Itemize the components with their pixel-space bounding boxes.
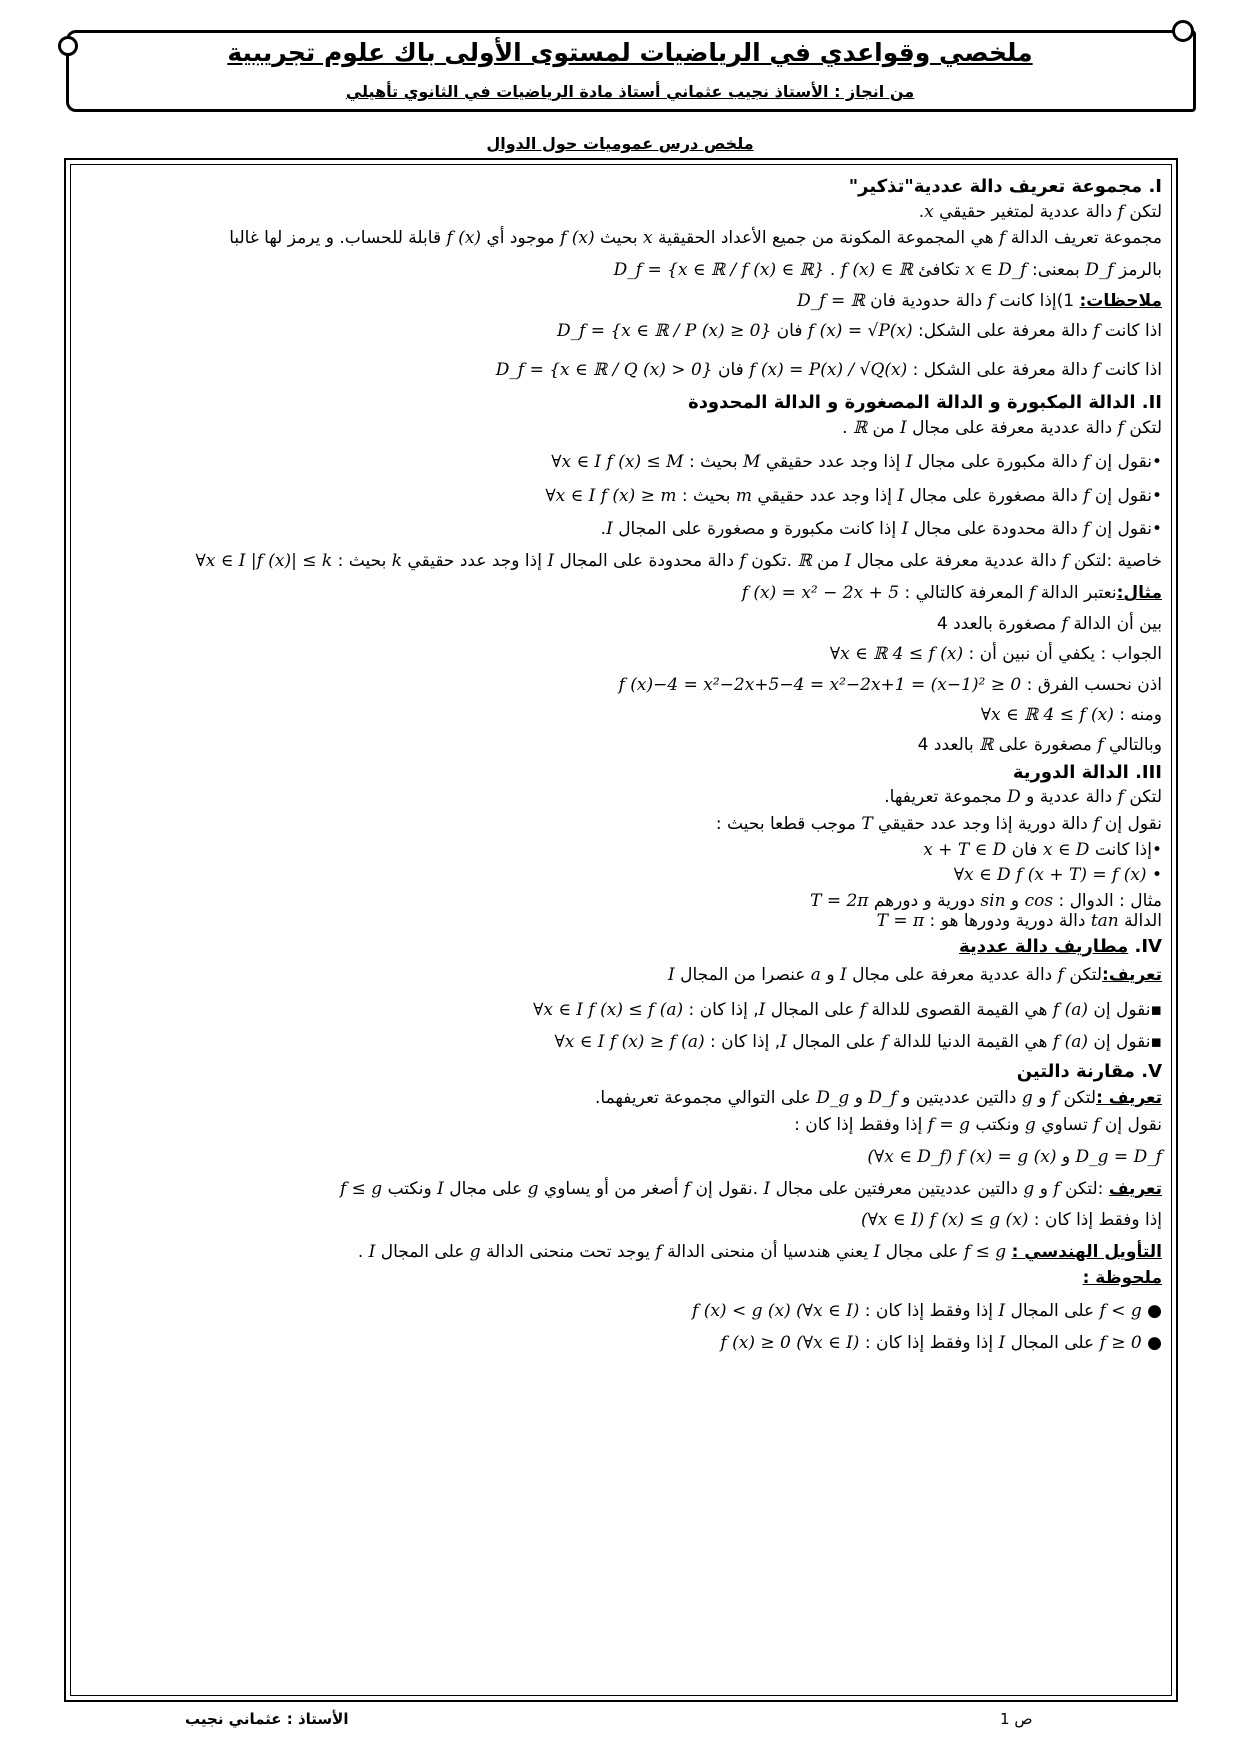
text-run: دالة مكبورة على مجال (912, 451, 1084, 472)
content-line (80, 705, 1162, 725)
content-line (80, 202, 1162, 222)
text-run: . (357, 1242, 369, 1263)
text-run: . (600, 518, 607, 539)
content-line (80, 675, 1162, 695)
text-run: على المجال (1005, 1300, 1100, 1321)
text-run: نقول إن (1099, 1114, 1162, 1135)
text-run: و (1032, 1088, 1052, 1109)
content-line (80, 965, 1162, 985)
math-expression: D_f (1085, 260, 1114, 281)
text-run: I. مجموعة تعريف دالة عددية"تذكير" (848, 176, 1162, 197)
math-expression: f (1083, 518, 1090, 539)
content-line (80, 614, 1162, 634)
math-expression: T (861, 813, 873, 834)
text-run: بالرمز (1113, 260, 1162, 281)
text-run: دالة محدودة على مجال (908, 518, 1084, 539)
text-run: هي القيمة القصوى للدالة (866, 999, 1053, 1020)
text-run: إذا وجد عدد حقيقي (752, 486, 898, 507)
text-run: ونكتب (382, 1179, 438, 1200)
text-run: و (1056, 1146, 1076, 1167)
underlined-label: ملاحظات: (1079, 290, 1162, 311)
banner-curl-left (58, 36, 78, 56)
math-expression: g (1023, 1179, 1035, 1200)
text-run: بحيث (594, 227, 643, 248)
math-expression: f (1117, 787, 1124, 808)
math-expression: I (368, 1242, 376, 1263)
text-run: إذا وفقط إذا كان : (859, 1333, 999, 1354)
text-run: دالة معرفة على الشكل : (907, 359, 1094, 380)
math-expression: (∀x ∈ D_f) f (x) = g (x) (867, 1146, 1057, 1167)
text-run: •نقول إن (1089, 518, 1162, 539)
math-expression: f (x) = x² − 2x + 5 (741, 583, 900, 604)
math-expression: f (1062, 551, 1069, 572)
math-expression: f (1053, 1179, 1060, 1200)
math-expression: k (391, 551, 403, 572)
math-expression: I (547, 551, 555, 572)
text-run: خاصية :لتكن (1068, 551, 1162, 572)
math-expression: x (924, 201, 934, 222)
text-run: على المجال (1005, 1333, 1100, 1354)
text-run: ● (1141, 1300, 1162, 1321)
math-expression: I (763, 1179, 771, 1200)
content-line (80, 228, 1162, 248)
math-expression: I (873, 1242, 881, 1263)
content-line (80, 1301, 1162, 1321)
math-expression: f (a) (1052, 1032, 1088, 1053)
text-run: .تكون (745, 551, 798, 572)
header-subtitle: من انجاز : الأستاذ نجيب عثماني أستاذ مادة الرياضيات في الثانوي تأهيلي (345, 82, 915, 101)
math-expression: f (881, 1032, 888, 1053)
math-expression: I (905, 451, 913, 472)
text-run: .نقول إن (690, 1179, 764, 1200)
text-run: II. الدالة المكبورة و الدالة المصغورة و الدالة المحدودة (688, 391, 1162, 413)
math-expression: f (x) ≥ 0 (∀x ∈ I) (720, 1333, 860, 1354)
math-expression: I (606, 518, 613, 539)
math-expression: g (1021, 1088, 1033, 1109)
math-expression: f (x) ∈ ℝ (840, 260, 913, 281)
text-run: من (867, 417, 900, 438)
text-run: دالة عددية معرفة على مجال (851, 551, 1063, 572)
text-run: دالة عددية و (1020, 787, 1118, 808)
text-run: بحيث : (683, 451, 744, 472)
math-expression: T = 2π (810, 890, 869, 911)
text-run: لتكن (1123, 201, 1162, 222)
content-line (80, 1000, 1162, 1020)
text-run: • (1146, 864, 1162, 885)
text-run: دورية و دورهم (868, 890, 981, 911)
content-line (80, 452, 1162, 472)
text-run: يوجد تحت منحنى الدالة (480, 1242, 656, 1263)
math-expression: I (901, 518, 909, 539)
math-expression: ∀x ∈ I f (x) ≥ f (a) (554, 1032, 705, 1053)
text-run: •إذا كانت (1089, 840, 1162, 861)
text-run: وبالتالي (1103, 735, 1162, 756)
text-run: يعني هندسيا أن منحنى الدالة (661, 1242, 874, 1263)
math-expression: ∀x ∈ I f (x) ≤ M (551, 451, 684, 472)
math-expression: f (1057, 965, 1064, 986)
text-run: , إذا كان : (704, 1032, 781, 1053)
underlined-label: مطاريف دالة عددية (959, 935, 1129, 957)
math-expression: f (1083, 451, 1090, 472)
text-run: على المجال (765, 999, 860, 1020)
math-expression: a (810, 965, 821, 986)
math-expression: f (1093, 321, 1100, 342)
text-run: فان (771, 321, 808, 342)
text-run: ومنه : (1113, 705, 1162, 726)
text-run: على مجال (880, 1242, 964, 1263)
text-run: مصغورة بالعدد 4 (936, 613, 1062, 634)
math-expression: D_f = {x ∈ ℝ / Q (x) > 0} (495, 359, 713, 380)
text-run: لتكن (1123, 417, 1162, 438)
content-line (80, 762, 1162, 784)
content-line (80, 1242, 1162, 1262)
math-expression: x ∈ D (1042, 840, 1090, 861)
math-expression: f (a) (1052, 999, 1088, 1020)
math-expression: m (735, 486, 753, 507)
text-run: ونكتب (969, 1114, 1025, 1135)
math-expression: D_f = {x ∈ ℝ / P (x) ≥ 0} (556, 321, 772, 342)
text-run: موجود أي (481, 227, 561, 248)
text-run: إذا وجد عدد حقيقي (760, 451, 906, 472)
lesson-title: ملخص درس عموميات حول الدوال (486, 134, 754, 153)
content-line (80, 936, 1162, 958)
text-run: بحيث : (332, 551, 392, 572)
math-expression: I (897, 486, 905, 507)
content-line (80, 519, 1162, 539)
content-line (80, 360, 1162, 380)
text-run: دالة دورية ودورها هو : (924, 911, 1091, 932)
text-run: , إذا كان : (683, 999, 759, 1020)
text-run: ▪نقول إن (1087, 1032, 1162, 1053)
content-line (80, 1268, 1162, 1288)
math-expression: D_g = D_f (1075, 1146, 1162, 1167)
text-run: :لتكن (1059, 1179, 1109, 1200)
math-expression: ∀x ∈ D f (x + T) = f (x) (953, 864, 1147, 885)
content-line (80, 865, 1162, 885)
content-line (80, 321, 1162, 341)
math-expression: D (1007, 787, 1021, 808)
content-line (80, 1088, 1162, 1108)
math-expression: g (1024, 1114, 1036, 1135)
teacher-name: الأستاذ : عثماني نجيب (185, 1710, 349, 1728)
content-line (80, 551, 1162, 571)
text-run: دالة دورية إذا وجد عدد حقيقي (872, 813, 1094, 834)
math-expression: ∀x ∈ ℝ 4 ≤ f (x) (980, 705, 1114, 726)
text-run: إذا وفقط إذا كان : (794, 1114, 928, 1135)
text-run: على التوالي مجموعة تعريفهما. (594, 1088, 817, 1109)
text-run: قابلة للحساب. و يرمز لها غالبا (229, 227, 447, 248)
text-run: بحيث : (676, 486, 736, 507)
math-expression: f (999, 227, 1006, 248)
text-run: الدالة (1118, 911, 1162, 932)
math-expression: f (x) (446, 227, 482, 248)
math-expression: I (780, 1032, 787, 1053)
text-run: أصغر من أو يساوي (538, 1179, 684, 1200)
content-line (80, 583, 1162, 603)
math-expression: tan (1090, 911, 1119, 932)
text-run: لتكن (1123, 787, 1162, 808)
text-run: •نقول إن (1089, 451, 1162, 472)
text-run: دالة حدودية فان (864, 290, 988, 311)
content-line (80, 1032, 1162, 1052)
text-run: دالة محدودة على المجال (554, 551, 740, 572)
text-run: دالتين عدديتين معرفتين على مجال (770, 1179, 1024, 1200)
text-run: و (1034, 1179, 1054, 1200)
math-expression: f (x) (560, 227, 595, 248)
content-line (80, 814, 1162, 834)
math-expression: f (987, 290, 995, 311)
math-expression: (∀x ∈ I) f (x) ≤ g (x) (861, 1209, 1029, 1230)
math-expression: f (655, 1242, 662, 1263)
math-expression: f (1093, 359, 1100, 380)
text-run: 1)إذا كانت (994, 290, 1080, 311)
text-run: فان (1006, 840, 1043, 861)
math-expression: f (739, 551, 746, 572)
text-run: دالتين عدديتين و (896, 1088, 1022, 1109)
text-run: دالة مصغورة على مجال (904, 486, 1084, 507)
text-run: ● (1141, 1333, 1162, 1354)
content-line (80, 1147, 1162, 1167)
math-expression: ℝ (979, 735, 994, 756)
math-expression: f (683, 1179, 691, 1200)
content-line (80, 418, 1162, 438)
content-line (80, 1115, 1162, 1135)
text-run: مجموعة تعريفها. (884, 787, 1008, 808)
math-expression: f (1093, 1114, 1100, 1135)
text-run: على المجال (786, 1032, 882, 1053)
math-expression: I (437, 1179, 444, 1200)
text-run: . (918, 201, 925, 222)
text-run: و (849, 1088, 869, 1109)
underlined-label: تعريف (1108, 1179, 1162, 1200)
text-run: ▪نقول إن (1087, 999, 1162, 1020)
math-expression: T = π (876, 911, 925, 932)
text-run: بين أن الدالة (1067, 613, 1162, 634)
content-line (80, 891, 1162, 911)
math-expression: f (1097, 735, 1104, 756)
math-expression: g (469, 1242, 481, 1263)
text-run: نقول إن (1099, 813, 1162, 834)
content-line (80, 735, 1162, 755)
text-run: اذا كانت (1099, 359, 1162, 380)
text-run: بالعدد 4 (917, 735, 980, 756)
math-expression: f (859, 999, 867, 1020)
text-run: موجب قطعا بحيث : (715, 813, 862, 834)
math-expression: f ≤ g (963, 1242, 1007, 1263)
math-expression: g (527, 1179, 539, 1200)
math-expression: cos (1024, 890, 1054, 911)
text-run: دالة عددية معرفة على مجال (906, 417, 1118, 438)
math-expression: M (743, 451, 761, 472)
text-run: من (811, 551, 845, 572)
text-run: إذا وفقط إذا كان : (859, 1300, 999, 1321)
math-expression: x + T ∈ D (923, 840, 1007, 861)
math-expression: D_f = {x ∈ ℝ / f (x) ∈ ℝ} (613, 260, 825, 281)
text-run: . (842, 417, 853, 438)
underlined-label: تعريف: (1102, 965, 1162, 986)
math-expression: sin (980, 890, 1006, 911)
text-run: فان (712, 359, 750, 380)
text-run: تساوي (1035, 1114, 1094, 1135)
underlined-label: تعريف : (1096, 1088, 1162, 1109)
math-expression: f (1029, 583, 1036, 604)
text-run: V. مقارنة دالتين (1016, 1060, 1162, 1082)
math-expression: x ∈ D_f (965, 260, 1027, 281)
math-expression: f ≥ 0 (1099, 1333, 1142, 1354)
math-expression: f (x)−4 = x²−2x+5−4 = x²−2x+1 = (x−1)² ≥ 0 (618, 674, 1022, 695)
content-line (80, 787, 1162, 807)
text-run: دالة عددية لمتغير حقيقي (933, 201, 1118, 222)
math-expression: D_f (868, 1088, 897, 1109)
text-run: هي القيمة الدنيا للدالة (887, 1032, 1053, 1053)
text-run: اذا كانت (1099, 321, 1162, 342)
text-run: . (824, 260, 841, 281)
math-expression: f (1061, 613, 1068, 634)
text-run: هي المجموعة المكونة من جميع الأعداد الحقيقية (652, 227, 1000, 248)
math-expression: f (1051, 1088, 1059, 1109)
math-expression: I (844, 551, 852, 572)
math-expression: f ≤ g (339, 1179, 383, 1200)
content-line (80, 291, 1162, 311)
text-run: تكافئ (912, 260, 966, 281)
text-run: إذا كانت مكبورة و مصغورة على المجال (612, 518, 902, 539)
math-expression: I (899, 417, 907, 438)
text-run: و (1005, 890, 1025, 911)
content-line (80, 176, 1162, 198)
content-line (80, 1061, 1162, 1083)
underlined-label: مثال: (1116, 583, 1162, 604)
math-expression: ℝ (852, 417, 868, 438)
math-expression: ∀x ∈ I |f (x)| ≤ k (195, 551, 333, 572)
text-run: IV. (1128, 935, 1162, 957)
math-expression: f = g (927, 1114, 970, 1135)
text-run: إذا وجد عدد حقيقي (402, 551, 548, 572)
text-run: عنصرا من المجال (674, 965, 811, 986)
math-expression: x (642, 227, 653, 248)
math-expression: ∀x ∈ I f (x) ≥ m (545, 486, 677, 507)
underlined-label: التأويل الهندسي : (1011, 1242, 1162, 1263)
text-run: دالة معرفة على الشكل: (912, 321, 1094, 342)
math-expression: f (1117, 201, 1124, 222)
text-run: لتكن (1063, 965, 1103, 986)
text-run: بمعنى: (1026, 260, 1086, 281)
content-line (80, 644, 1162, 664)
content-line (80, 392, 1162, 414)
text-run: نعتبر الدالة (1035, 583, 1117, 604)
math-expression: f < g (1099, 1300, 1142, 1321)
math-expression: f (1093, 813, 1100, 834)
lesson-content (80, 176, 1162, 1354)
math-expression: f (x) = P(x) / √Q(x) (749, 359, 908, 380)
text-run: على مجال (443, 1179, 528, 1200)
content-line (80, 911, 1162, 931)
math-expression: I (758, 999, 766, 1020)
text-run: على المجال (375, 1242, 470, 1263)
text-run: مصغورة على (993, 735, 1098, 756)
math-expression: f (x) = √P(x) (807, 321, 913, 342)
math-expression: f (1117, 417, 1124, 438)
text-run: و (820, 965, 840, 986)
math-expression: ∀x ∈ I f (x) ≤ f (a) (533, 999, 684, 1020)
page-number: ص 1 (1000, 1710, 1033, 1728)
text-run: مجموعة تعريف الدالة (1005, 227, 1162, 248)
math-expression: f (1083, 486, 1090, 507)
text-run: دالة عددية معرفة على مجال (846, 965, 1058, 986)
math-expression: I (668, 965, 675, 986)
text-run: لتكن (1058, 1088, 1097, 1109)
content-line (80, 1333, 1162, 1353)
math-expression: D_g (816, 1088, 850, 1109)
math-expression: ∀x ∈ ℝ 4 ≤ f (x) (829, 644, 964, 665)
text-run: •نقول إن (1089, 486, 1162, 507)
header-title: ملخصي وقواعدي في الرياضيات لمستوى الأولى باك علوم تجريبية (227, 38, 1033, 67)
text-run: المعرفة كالتالي : (899, 583, 1030, 604)
math-expression: I (839, 965, 847, 986)
content-line (80, 1210, 1162, 1230)
math-expression: f (x) < g (x) (∀x ∈ I) (692, 1300, 860, 1321)
text-run: مثال : الدوال : (1053, 890, 1162, 911)
text-run: إذا وفقط إذا كان : (1028, 1209, 1162, 1230)
text-run: اذن نحسب الفرق : (1021, 674, 1162, 695)
text-run: III. الدالة الدورية (1012, 761, 1162, 783)
math-expression: D_f = ℝ (797, 290, 865, 311)
content-line (80, 486, 1162, 506)
underlined-label: ملحوظة : (1082, 1268, 1162, 1289)
math-expression: ℝ (797, 551, 812, 572)
math-expression: I (998, 1333, 1006, 1354)
math-expression: I (998, 1300, 1006, 1321)
text-run: الجواب : يكفي أن نبين أن : (963, 644, 1162, 665)
content-line (80, 840, 1162, 860)
content-line (80, 1179, 1162, 1199)
content-line (80, 260, 1162, 280)
